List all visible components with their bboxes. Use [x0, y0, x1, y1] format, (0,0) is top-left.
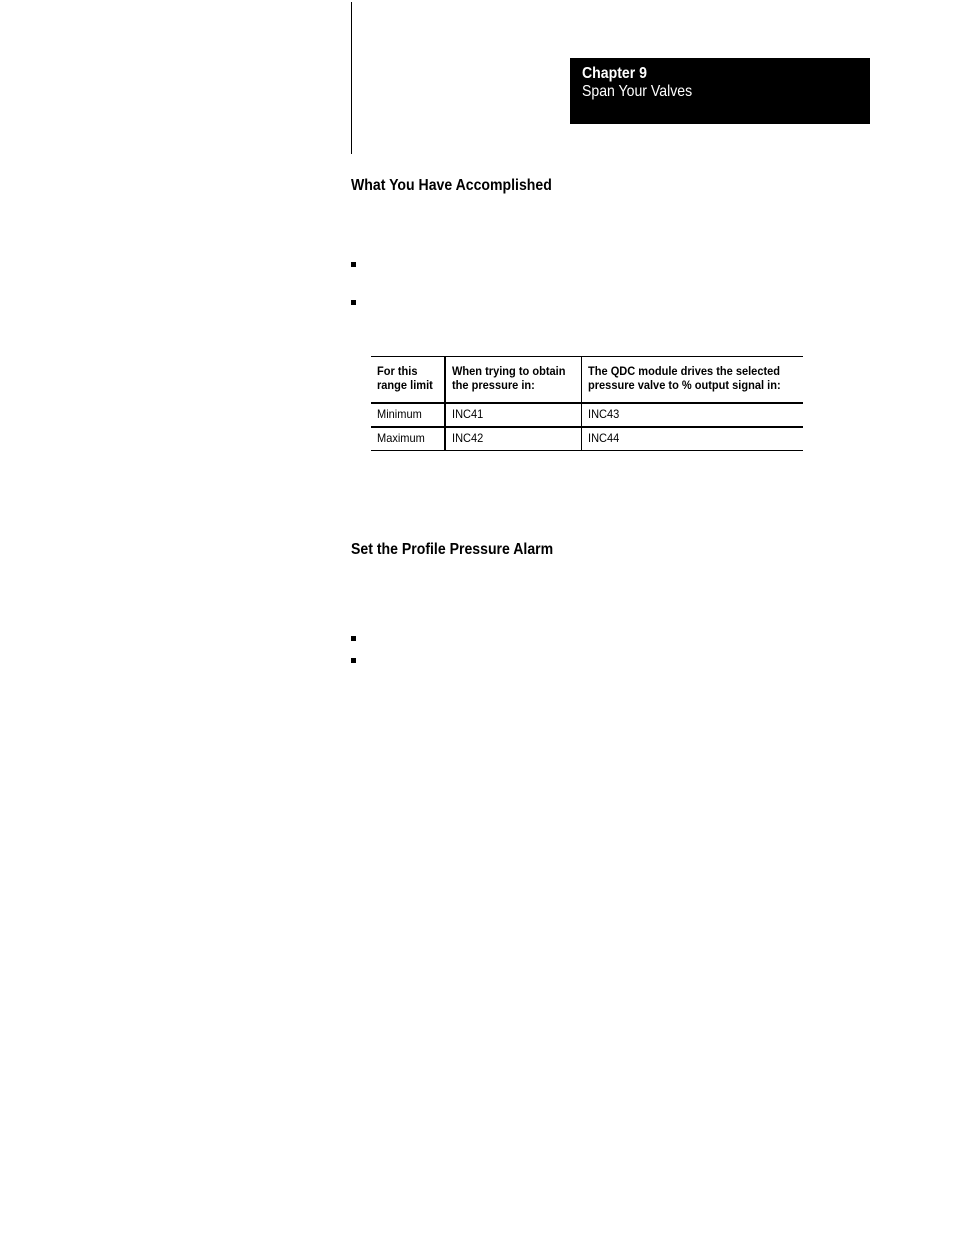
table-cell: INC44 [582, 427, 804, 451]
column-header-pressure: When trying to obtain the pressure in: [445, 357, 582, 403]
bullet-marker [351, 658, 356, 663]
bullet-marker [351, 262, 356, 267]
table-cell: INC41 [445, 403, 582, 427]
table-row [371, 427, 803, 451]
column-header-range-limit: For this range limit [371, 357, 445, 403]
chapter-title: Span Your Valves [582, 83, 693, 100]
table-cell: INC43 [582, 403, 804, 427]
range-limit-table [371, 356, 803, 451]
table-cell: INC42 [445, 427, 582, 451]
chapter-header [570, 58, 870, 124]
chapter-number: Chapter 9 [582, 65, 647, 82]
table-header-row [371, 357, 803, 403]
table-cell: Maximum [371, 427, 445, 451]
table-cell: Minimum [371, 403, 445, 427]
section-heading-pressure-alarm: Set the Profile Pressure Alarm [351, 541, 554, 558]
bullet-marker [351, 300, 356, 305]
margin-rule [351, 2, 352, 154]
table-row [371, 403, 803, 427]
column-header-output-signal: The QDC module drives the selected pressure valve to % output signal in: [582, 357, 804, 403]
bullet-marker [351, 636, 356, 641]
section-heading-accomplished: What You Have Accomplished [351, 177, 552, 194]
